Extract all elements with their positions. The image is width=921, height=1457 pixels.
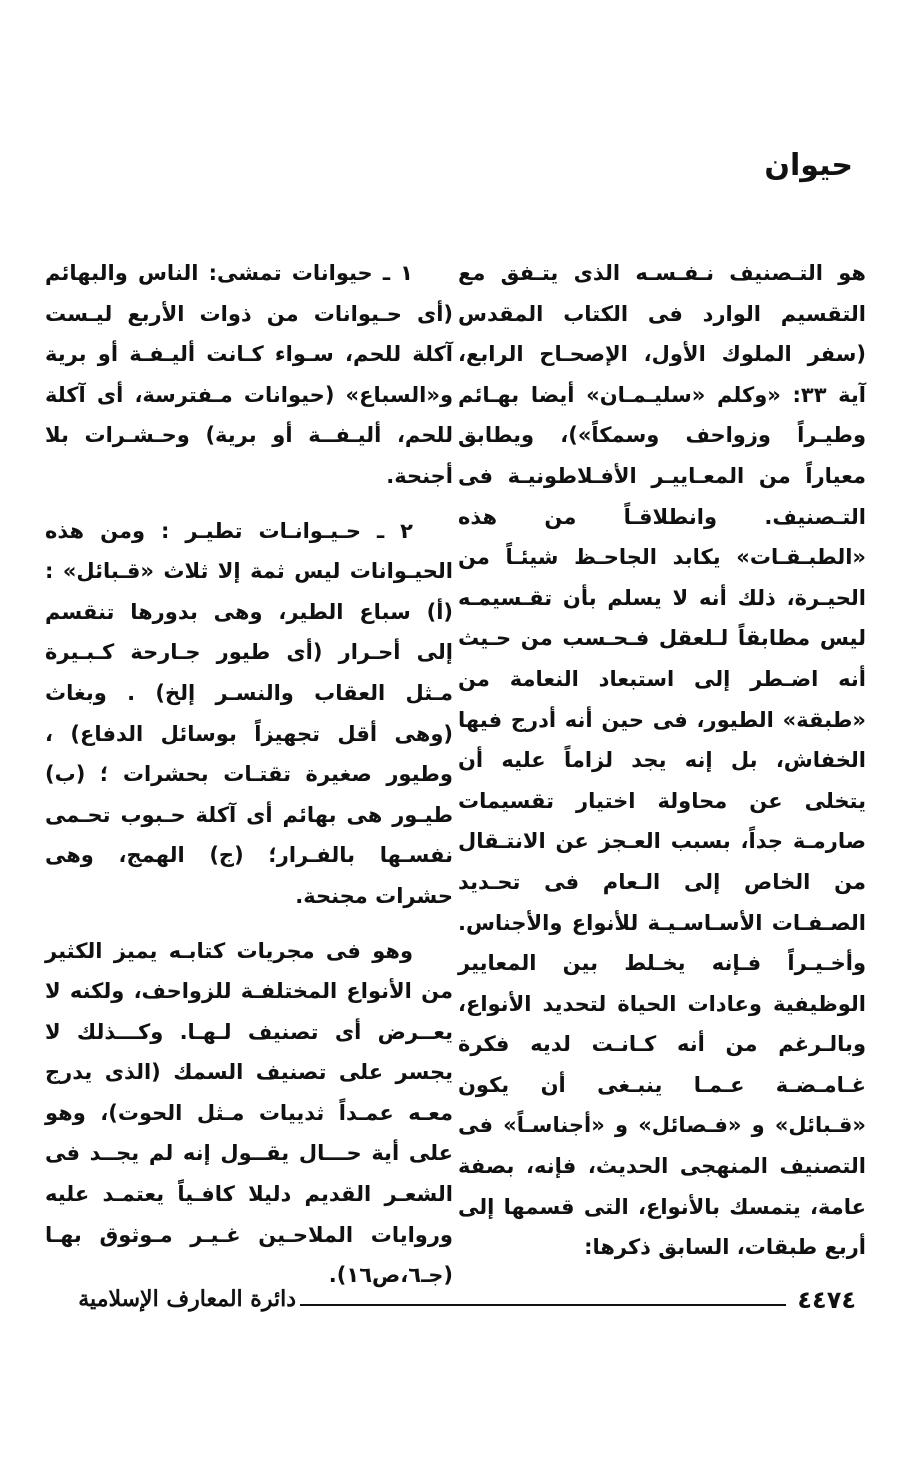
page-header-title: حيوان bbox=[764, 148, 853, 183]
text-column-right bbox=[458, 253, 866, 1282]
publication-title: دائرة المعارف الإسلامية bbox=[78, 1286, 296, 1312]
paragraph: وهو فى مجريات كتابـه يميز الكثير من الأنواع المختلفـة للزواحف، ولكنه لا يعــرض أى تصنيف لـهـا. وكـــذلك لا يجسر على تصنيف السمك (الذى يدرج معـه عمـداً ثدييات مـثل الحوت)، وهو على أية حـــال يقــول إنه لم يجــد فى الشعـر القديم دليلا كافـياً يعتمـد عليه وروايات الملاحـين غـيـر مـوثوق بهـا (جـ٦،ص١٦). bbox=[45, 938, 453, 1288]
paragraph: ٢ ـ حـيـوانـات تطيـر : ومن هذه الحيـوانات ليس ثمة إلا ثلاث «قـبائل» : (أ) سباع الطير، وهى بدورها تنقسم إلى أحـرار (أى طيور جـارحة كـبـيرة مـثل العقاب والنسـر إلخ) . وبغاث (وهى أقل تجهيزاً بوسائل الدفاع) ، وطيور صغيرة تقتـات بحشرات ؛ (ب) طيـور هى بهائم أى آكلة حـبوب تحـمى نفسـها بالفـرار؛ (ج) الهمج، وهى حشرات مجنحة. bbox=[45, 518, 453, 908]
text-column-left bbox=[45, 253, 453, 1310]
paragraph: هو التـصنيف نـفـسـه الذى يتـفق مع التقسيم الوارد فى الكتاب المقدس (سفر الملوك الأول، الإصحـاح الرابع، آية ٣٣: «وكلم «سليـمـان» أيضا بهـائم وطيـراً وزواحف وسمكاً»)، ويطابق معياراً من المعـاييـر الأفـلاطونيـة فى التـصنيف. وانطلاقـاً من هذه «الطبـقـات» يكابد الجاحـظ شيئـاً من الحيـرة، ذلك أنه لا يسلم بأن تقـسيمـه ليس مطابقاً لـلعقل فـحـسب من حـيث أنه اضـطر إلى استبعاد النعامة من «طبقة» الطيور، فى حين أنه أدرج فيها الخفاش، بل إنه يجد لزاماً عليه أن يتخلى عن محاولة اختيار تقسيمات صارمـة جداً، بسبب العـجز عن الانتـقال من الخاص إلى الـعام فى تحـديد الصـفـات الأسـاسـيـة للأنواع والأجناس. وأخـيـراً فـإنه يخـلط بين المعايير الوظيفية وعادات الحياة لتحديد الأنواع، وبالـرغم من أنه كـانـت لديه فكرة غـامـضـة عـمـا ينبـغى أن يكون «قـبائل» و «فـصائل» و «أجناسـاً» فى التصنيف المنهجى الحديث، فإنه، بصفة عامة، يتمسك بالأنواع، التى قسمها إلى أربع طبقات، السابق ذكرها: bbox=[458, 261, 866, 1260]
paragraph: ١ ـ حيوانات تمشى: الناس والبهائم (أى حـيوانات من ذوات الأربع ليـست آكلة للحم، سـواء كـانت أليـفـة أو برية و«السباع» (حيوانات مـفترسة، أى آكلة للحم، أليـفــة أو برية) وحـشـرات بلا أجنحة. bbox=[45, 261, 453, 488]
footer-rule bbox=[300, 1304, 786, 1306]
page-footer bbox=[0, 1282, 921, 1322]
page-number: ٤٤٧٤ bbox=[797, 1286, 856, 1314]
